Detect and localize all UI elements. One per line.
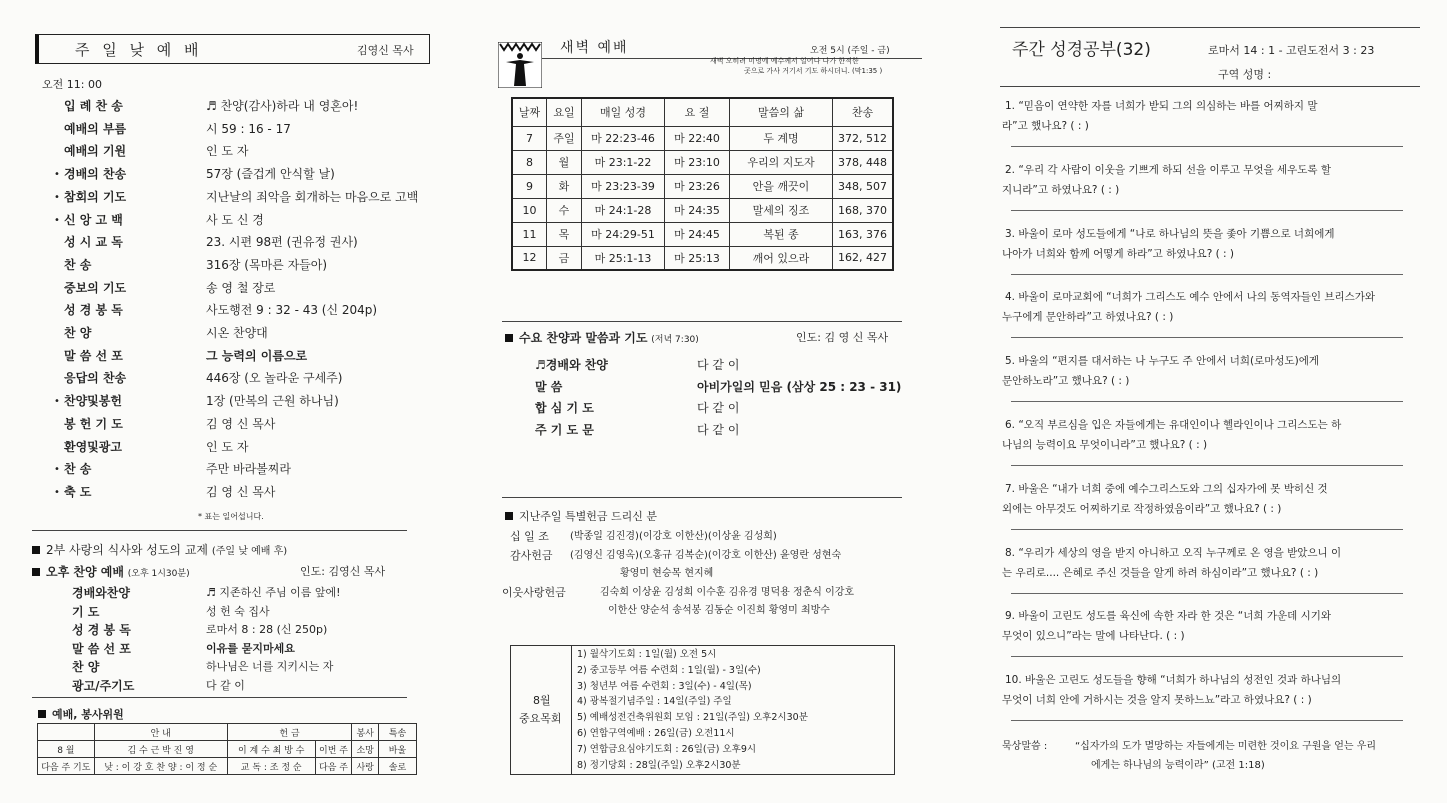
sunday-title-box — [35, 34, 430, 64]
sunday-preacher: 김영신 목사 — [357, 44, 414, 57]
part2-sub: (주일 낮 예배 후) — [211, 546, 288, 557]
wed-value: 다 같 이 — [697, 422, 740, 437]
august-label: 8월 — [533, 694, 551, 707]
order-label: 말 씀 선 포 — [64, 348, 123, 363]
answer-line — [1011, 720, 1403, 721]
order-value: 김 영 신 목사 — [206, 416, 276, 431]
question-line: 2. “우리 각 사람이 이웃을 기쁘게 하되 선을 이루고 무엇을 세우도록 할 — [1005, 163, 1332, 176]
dawn-cell: 말세의 징조 — [730, 198, 833, 222]
pm-value: 성 헌 숙 집사 — [206, 604, 270, 618]
dawn-cell: 378, 448 — [833, 150, 894, 174]
dawn-cell: 마 22:23-46 — [582, 126, 665, 150]
answer-line — [1011, 210, 1403, 211]
answer-line — [1011, 593, 1403, 594]
question-line: 외에는 아무것도 어찌하기로 작정하였음이라”고 했나요? ( : ) — [1002, 502, 1282, 515]
meditation-label: 묵상말씀 : — [1002, 741, 1048, 752]
meditation-line: “십자가의 도가 멸망하는 자들에게는 미련한 것이요 구원을 얻는 우리 — [1075, 741, 1377, 752]
dawn-header: 요일 — [547, 98, 582, 126]
order-label: 예배의 기원 — [64, 144, 127, 159]
order-label: 환영및광고 — [64, 439, 122, 454]
order-label: 예배의 부름 — [64, 121, 127, 136]
pm-title: 오후 찬양 예배 — [46, 565, 124, 579]
wed-label: 합 심 기 도 — [535, 401, 594, 415]
offer-heading — [505, 510, 657, 524]
question-line: 5. 바울의 “편지를 대서하는 나 누구도 주 안에서 너희(로마성도)에게 — [1005, 355, 1320, 368]
title-top-line — [1000, 27, 1420, 28]
pm-label: 말 씀 선 포 — [72, 641, 131, 656]
dawn-header: 요 절 — [665, 98, 730, 126]
answer-line — [1011, 401, 1403, 402]
wed-label: 주 기 도 문 — [535, 422, 594, 437]
order-label: 성 경 봉 독 — [64, 303, 123, 318]
dawn-row — [512, 222, 893, 246]
august-item: 5) 예배성전건축위원회 모임 : 21일(주일) 오후2시30분 — [577, 712, 808, 724]
dawn-time: 오전 5시 (주일 - 금) — [810, 46, 890, 56]
dawn-table — [511, 97, 894, 271]
dawn-cell: 수 — [547, 198, 582, 222]
dawn-cell: 우리의 지도자 — [730, 150, 833, 174]
staff-heading — [38, 708, 124, 722]
staff-cell: 다음 주 기도 — [38, 758, 95, 775]
part2-heading — [32, 543, 287, 559]
staff-table — [37, 723, 417, 775]
staff-corner — [38, 724, 95, 741]
dawn-title: 새벽 예배 — [560, 40, 629, 56]
question-line: 무엇이 너희 안에 거하시는 것을 알지 못하느뇨”라고 하였나요? ( : ) — [1002, 694, 1312, 707]
order-value: 1장 (만복의 근원 하나님) — [206, 394, 339, 409]
order-value: 사 도 신 경 — [206, 212, 264, 227]
dawn-row — [512, 246, 893, 270]
dawn-cell: 목 — [547, 222, 582, 246]
staff-row — [38, 758, 417, 775]
study-range: 로마서 14 : 1 - 고린도전서 3 : 23 — [1208, 44, 1375, 57]
dawn-cell: 마 25:13 — [665, 246, 730, 270]
order-label: 참회의 기도 — [64, 189, 127, 204]
wed-value: 다 같 이 — [697, 358, 740, 372]
offer-label: 십 일 조 — [510, 530, 549, 543]
order-value: 446장 (오 놀라운 구세주) — [206, 371, 343, 386]
dawn-cell: 348, 507 — [833, 174, 894, 198]
dawn-service-panel — [480, 0, 930, 803]
pm-heading — [32, 565, 190, 581]
order-label: 축 도 — [64, 484, 92, 499]
answer-line — [1011, 337, 1403, 338]
pm-leader: 인도: 김영신 목사 — [300, 565, 386, 578]
wed-title: 수요 찬양과 말씀과 기도 — [519, 331, 648, 345]
order-label: 신 앙 고 백 — [64, 212, 123, 227]
question-line: 8. “우리가 세상의 영을 받지 아니하고 오직 누구께로 온 영을 받았으니 이 — [1005, 546, 1342, 559]
question-line: 1. “믿음이 연약한 자를 너희가 받되 그의 의심하는 바를 어찌하지 말 — [1005, 100, 1318, 112]
question-line: 나님의 능력이요 무엇이니라”고 했나요? ( : ) — [1002, 439, 1208, 451]
pm-value: 다 같 이 — [206, 678, 245, 692]
order-value: 인 도 자 — [206, 144, 249, 159]
order-label: 경배의 찬송 — [64, 167, 127, 182]
dawn-cell: 마 23:26 — [665, 174, 730, 198]
question-line: 라”고 했나요? ( : ) — [1002, 120, 1089, 132]
order-value: 김 영 신 목사 — [206, 484, 276, 499]
dawn-cell: 마 24:29-51 — [582, 222, 665, 246]
order-label: 입 례 찬 송 — [64, 99, 123, 113]
question-line: 는 우리로.... 은혜로 주신 것들을 알게 하려 하심이라”고 했나요? ( : ) — [1002, 566, 1319, 579]
question-line: 지니라”고 하였나요? ( : ) — [1002, 183, 1120, 196]
answer-line — [1011, 656, 1403, 657]
order-value: ♬ 찬양(감사)하라 내 영혼아! — [206, 99, 359, 113]
dawn-verse-2: 곳으로 가사 거기서 기도 하시더니. (막1:35 ) — [744, 67, 883, 75]
order-value: 시온 찬양대 — [206, 326, 268, 340]
staff-cell: 솔로 — [378, 758, 416, 775]
dawn-cell: 162, 427 — [833, 246, 894, 270]
order-value: 57장 (즐겁게 안식할 날) — [206, 167, 335, 182]
dawn-cell: 마 24:35 — [665, 198, 730, 222]
offer-label: 이웃사랑헌금 — [502, 585, 566, 599]
question-line: 6. “오직 부르심을 입은 자들에게는 유대인이나 헬라인이나 그리스도는 하 — [1005, 419, 1342, 431]
staff-header: 특송 — [378, 724, 416, 741]
staff-cell: 8 월 — [38, 741, 95, 758]
dawn-cell: 깨어 있으라 — [730, 246, 833, 270]
august-item: 2) 중고등부 여름 수련회 : 1일(월) - 3일(수) — [577, 664, 761, 676]
star-bullet: • — [54, 214, 60, 226]
offer-label: 감사헌금 — [510, 548, 553, 562]
question-line: 나아가 너희와 함께 어떻게 하라”고 하였나요? ( : ) — [1002, 247, 1235, 260]
part2-title: 2부 사랑의 식사와 성도의 교제 — [46, 543, 208, 557]
dawn-cell: 마 23:1-22 — [582, 150, 665, 174]
dawn-header: 말씀의 삶 — [730, 98, 833, 126]
staff-row — [38, 741, 417, 758]
order-label: 성 시 교 독 — [64, 235, 123, 250]
order-value: 사도행전 9 : 32 - 43 (신 204p) — [206, 303, 378, 318]
staff-cell: 이 계 수 최 방 수 — [227, 741, 315, 758]
dawn-cell: 화 — [547, 174, 582, 198]
pm-value: 로마서 8 : 28 (신 250p) — [206, 623, 328, 636]
order-label: 찬 송 — [64, 257, 92, 272]
star-bullet: • — [54, 464, 60, 476]
wed-time: (저녁 7:30) — [651, 335, 699, 345]
pm-label: 광고/주기도 — [72, 678, 135, 693]
staff-header: 헌 금 — [227, 724, 352, 741]
staff-cell: 사랑 — [352, 758, 379, 775]
sunday-service-panel — [0, 0, 445, 803]
question-line: 3. 바울이 로마 성도들에게 “나로 하나님의 뜻을 좇아 기쁨으로 너희에게 — [1005, 227, 1335, 240]
offer-names: (김영신 김영옥)(오홍규 김복순)(이강호 이한산) 윤영란 성현숙 — [570, 549, 842, 561]
question-line: 무엇이 있으니”라는 말에 나타난다. ( : ) — [1002, 630, 1185, 643]
answer-line — [1011, 529, 1403, 530]
order-value: 23. 시편 98편 (권유정 권사) — [206, 235, 358, 250]
dawn-cell: 월 — [547, 150, 582, 174]
dawn-header: 매일 성경 — [582, 98, 665, 126]
dawn-header: 찬송 — [833, 98, 894, 126]
sunday-time: 오전 11: 00 — [42, 78, 102, 91]
dawn-cell: 8 — [512, 150, 547, 174]
pm-value: ♬ 지존하신 주님 이름 앞에! — [206, 586, 341, 599]
dawn-cell: 372, 512 — [833, 126, 894, 150]
staff-cell: 낮 : 이 강 호 찬 양 : 이 정 순 — [94, 758, 227, 775]
order-value: 송 영 철 장로 — [206, 280, 276, 295]
order-value: 주만 바라볼찌라 — [206, 462, 291, 477]
question-line: 4. 바울이 로마교회에 “너희가 그리스도 예수 안에서 나의 동역자들인 브리스가와 — [1005, 291, 1376, 304]
stand-note: * 표는 일어섭니다. — [198, 512, 264, 521]
pm-label: 경배와찬양 — [72, 586, 130, 600]
order-label: 찬 송 — [64, 462, 92, 477]
dawn-cell: 168, 370 — [833, 198, 894, 222]
pm-label: 성 경 봉 독 — [72, 623, 131, 637]
august-item: 6) 연합구역예배 : 26일(금) 오전11시 — [577, 728, 735, 739]
dawn-row — [512, 198, 893, 222]
divider — [32, 530, 407, 531]
dawn-cell: 복된 종 — [730, 222, 833, 246]
pm-value: 이유를 묻지마세요 — [206, 641, 295, 655]
dawn-cell: 마 25:1-13 — [582, 246, 665, 270]
dawn-cell: 12 — [512, 246, 547, 270]
order-label: 찬 양 — [64, 326, 92, 340]
answer-line — [1011, 146, 1403, 147]
dawn-cell: 마 23:23-39 — [582, 174, 665, 198]
dawn-cell: 금 — [547, 246, 582, 270]
dawn-cell: 마 24:45 — [665, 222, 730, 246]
dawn-cell: 마 23:10 — [665, 150, 730, 174]
pm-value: 하나님은 너를 지키시는 자 — [206, 660, 334, 673]
title-bottom-line — [1000, 86, 1420, 87]
order-value: 인 도 자 — [206, 439, 249, 454]
wed-value: 다 같 이 — [697, 401, 740, 415]
staff-header: 안 내 — [94, 724, 227, 741]
order-value: 그 능력의 이름으로 — [206, 348, 308, 363]
divider — [502, 321, 902, 322]
wed-label: 말 씀 — [535, 379, 563, 394]
wed-heading — [505, 331, 699, 347]
staff-cell: 이번 주 — [315, 741, 352, 758]
order-value: 시 59 : 16 - 17 — [206, 121, 291, 136]
staff-cell: 소망 — [352, 741, 379, 758]
dawn-cell: 안을 깨끗이 — [730, 174, 833, 198]
staff-cell: 김 수 근 박 진 영 — [94, 741, 227, 758]
staff-header-row — [38, 724, 417, 741]
divider — [32, 697, 407, 698]
question-line: 9. 바울이 고린도 성도를 육신에 속한 자라 한 것은 “너희 가운데 시기와 — [1005, 610, 1332, 623]
pm-time: (오후 1시30분) — [127, 569, 190, 579]
wed-value: 아비가일의 믿음 (삼상 25 : 23 - 31) — [697, 379, 902, 394]
dawn-cell: 11 — [512, 222, 547, 246]
dawn-row — [512, 174, 893, 198]
august-item: 1) 월삭기도회 : 1일(월) 오전 5시 — [577, 649, 717, 660]
star-bullet: • — [54, 486, 60, 498]
staff-header: 봉사 — [352, 724, 379, 741]
august-box — [510, 645, 895, 775]
question-line: 10. 바울은 고린도 성도들을 향해 “너희가 하나님의 성전인 것과 하나님의 — [1005, 674, 1342, 687]
star-bullet: • — [54, 191, 60, 203]
study-group: 구역 성명 : — [1218, 68, 1272, 81]
pm-label: 기 도 — [72, 604, 100, 619]
dawn-header: 날짜 — [512, 98, 547, 126]
dawn-verse-1: 새벽 오히려 미명에 예수께서 일어나 나가 한적한 — [710, 57, 859, 65]
staff-cell: 다음 주 — [315, 758, 352, 775]
question-line: 7. 바울은 “내가 너희 중에 예수그리스도와 그의 십자가에 못 박히신 것 — [1005, 482, 1328, 495]
staff-title: 예배, 봉사위원 — [52, 708, 124, 721]
wed-label: ♬경배와 찬양 — [535, 358, 608, 372]
star-bullet: • — [54, 169, 60, 181]
dawn-cell: 7 — [512, 126, 547, 150]
august-label: 중요목회 — [519, 712, 562, 725]
dawn-cell: 주일 — [547, 126, 582, 150]
star-bullet: • — [54, 396, 60, 408]
dawn-cell: 마 24:1-28 — [582, 198, 665, 222]
august-item: 3) 청년부 여름 수련회 : 3일(수) - 4일(목) — [577, 680, 752, 692]
pm-label: 찬 양 — [72, 660, 100, 674]
question-line: 누구에게 문안하라”고 하였나요? ( : ) — [1002, 311, 1174, 324]
offer-title: 지난주일 특별헌금 드리신 분 — [519, 510, 658, 523]
offer-names: (박종일 김진경)(이강호 이한산)(이상윤 김성희) — [570, 531, 777, 542]
dawn-cell: 10 — [512, 198, 547, 222]
bible-study-panel — [985, 0, 1447, 803]
order-value: 316장 (목마른 자들아) — [206, 257, 328, 272]
dawn-row — [512, 126, 893, 150]
order-label: 봉 헌 기 도 — [64, 416, 123, 431]
dawn-cell: 마 22:40 — [665, 126, 730, 150]
staff-cell: 바울 — [378, 741, 416, 758]
dawn-row — [512, 150, 893, 174]
answer-line — [1011, 465, 1403, 466]
praying-figure-icon — [498, 42, 542, 88]
answer-line — [1011, 274, 1403, 275]
study-title: 주간 성경공부(32) — [1012, 40, 1151, 60]
staff-cell: 교 독 : 조 정 순 — [227, 758, 315, 775]
sunday-title: 주 일 낮 예 배 — [75, 41, 203, 59]
offer-names: 이한산 양순석 송석봉 김동순 이진희 황영미 최방수 — [608, 605, 830, 616]
august-item: 8) 정기당회 : 28일(주일) 오후2시30분 — [577, 759, 741, 771]
offer-names: 황영미 현승목 현지혜 — [620, 568, 714, 579]
august-item: 4) 광복절기념주일 : 14일(주일) 주일 — [577, 696, 732, 708]
dawn-header-row — [512, 98, 893, 126]
dawn-cell: 163, 376 — [833, 222, 894, 246]
dawn-cell: 9 — [512, 174, 547, 198]
offer-names: 김숙희 이상윤 김성희 이수훈 김유경 명덕용 정춘식 이강호 — [600, 586, 855, 598]
august-label-cell — [511, 646, 572, 774]
order-value: 지난날의 죄악을 회개하는 마음으로 고백 — [206, 189, 419, 204]
divider — [502, 497, 902, 498]
order-label: 찬양및봉헌 — [64, 394, 122, 409]
dawn-cell: 두 계명 — [730, 126, 833, 150]
meditation-line: 에게는 하나님의 능력이라” (고전 1:18) — [1091, 760, 1265, 771]
wed-leader: 인도: 김 영 신 목사 — [796, 331, 889, 344]
question-line: 문안하노라”고 했나요? ( : ) — [1002, 375, 1130, 388]
order-label: 응답의 찬송 — [64, 371, 127, 386]
august-item: 7) 연합금요심야기도회 : 26일(금) 오후9시 — [577, 743, 757, 755]
order-label: 중보의 기도 — [64, 280, 127, 295]
